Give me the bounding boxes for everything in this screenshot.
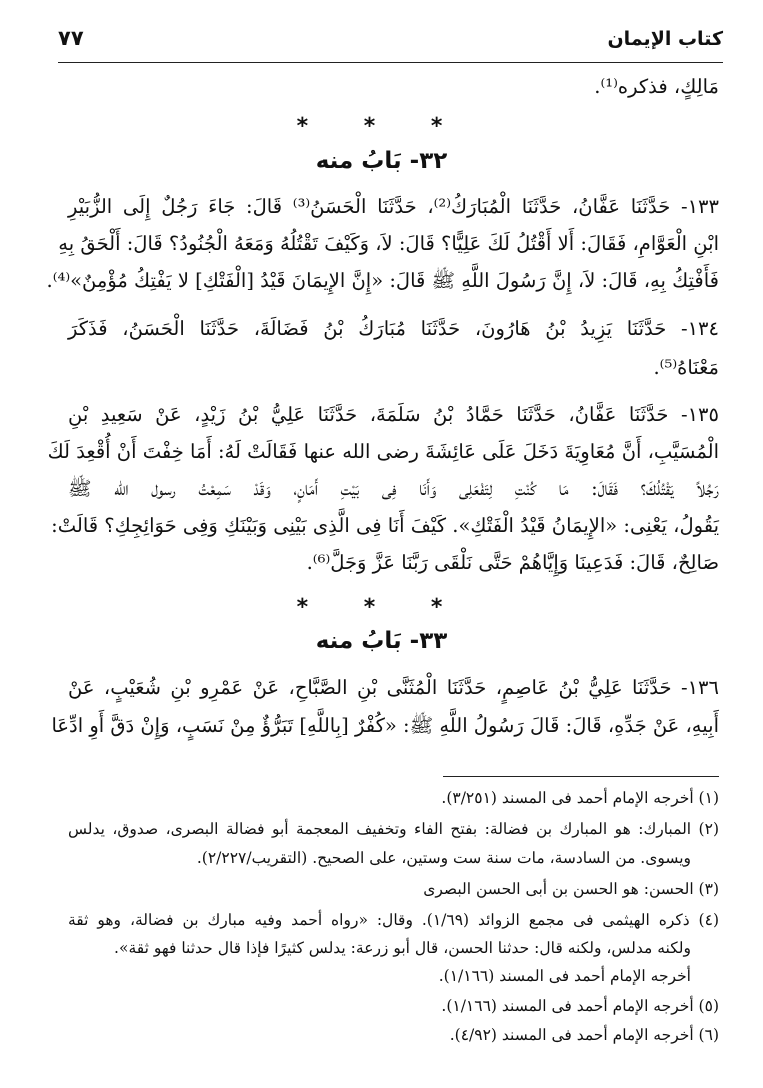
running-header [58, 22, 723, 58]
section-separator: * * * [296, 114, 467, 139]
footnote-4-line-3: أخرجه الإمام أحمد فى المسند (١/١٦٦). [438, 967, 691, 985]
hadith-135-line-3: رَجُلاً يَقْتُلُكَ؟ فَقَالَ: مَا كُنْتِ لِتَفْعَلِى وَأَنَا فِى بَيْتِ أَمَانٍ، وَقَدْ سَمِعْتُ رسول الله ﷺ [68, 477, 719, 500]
footnote-5: (٥) أخرجه الإمام أحمد فى المسند (١/١٦٦). [441, 997, 719, 1015]
footnote-4-line-1: (٤) ذكره الهيثمى فى مجمع الزوائد (١/٦٩). وقال: «رواه أحمد وفيه مبارك بن فضالة، وهو ثقة [68, 911, 719, 929]
footnote-divider [443, 776, 719, 777]
hadith-135-line-4: يَقُولُ، يَعْنِى: «الإِيمَانُ قَيْدُ الْفَتْكِ». كَيْفَ أَنَا فِى الَّذِى بَيْنِى وَبَيْنَكِ وَفِى حَوَائِجِكِ؟ قَالَتْ: [51, 514, 719, 537]
footnote-6: (٦) أخرجه الإمام أحمد فى المسند (٤/٩٢). [449, 1026, 719, 1044]
footnote-2-line-1: (٢) المبارك: هو المبارك بن فضالة: بفتح الفاء وتخفيف المعجمة أبو فضالة البصرى، صدوق، يدلس [68, 820, 719, 838]
chapter-title: كتاب الإيمان [607, 28, 723, 50]
section-heading-32: ٣٢- بَابُ منه [315, 148, 448, 174]
hadith-136-line-2: أَبِيهِ، عَنْ جَدِّهِ، قَالَ: قَالَ رَسُولُ اللَّهِ ﷺ: «كُفْرٌ [بِاللَّهِ] تَبَرُّؤٌ مِنْ نَسَبٍ، وَإِنْ دَقَّ أَوِ ادِّعَا [51, 714, 719, 737]
page-number: ٧٧ [58, 26, 84, 50]
continuation-line: مَالِكٍ، فذكره⁽¹⁾. [594, 75, 719, 98]
footnote-3: (٣) الحسن: هو الحسن بن أبى الحسن البصرى [423, 880, 719, 898]
header-divider [58, 62, 723, 63]
section-heading-33: ٣٣- بَابُ منه [315, 628, 448, 654]
footnote-2-line-2: ويسوى. من السادسة، مات سنة ست وستين، على الصحيح. (التقريب/٢/٢٢٧). [196, 849, 691, 867]
hadith-133-line-2: ابْنِ الْعَوَّامِ، فَقَالَ: أَلا أَقْتُلُ لَكَ عَلِيًّا؟ قَالَ: لاَ، وَكَيْفَ تَقْتُلُهُ وَمَعَهُ الْجُنُودُ؟ قَالَ: أَلْحَقُ بِهِ [58, 232, 719, 255]
hadith-134-line-1: ١٣٤- حَدَّثَنَا يَزِيدُ بْنُ هَارُونَ، حَدَّثَنَا مُبَارَكُ بْنُ فَضَالَةَ، حَدَّثَنَا الْحَسَنُ، فَذَكَرَ [68, 317, 719, 340]
hadith-135-line-2: الْمُسَيَّبِ، أَنَّ مُعَاوِيَةَ دَخَلَ عَلَى عَائِشَةَ رضى الله عنها فَقَالَتْ لَهُ: أَمَا خِفْتَ أَنْ أُقْعِدَ لَكَ [47, 440, 719, 463]
footnote-4-line-2: ولكنه مدلس، ولكنه قال: حدثنا الحسن، قال أبو زرعة: يدلس كثيرًا فإذا قال حدثنا فهو ثقة». [114, 939, 691, 957]
hadith-136-line-1: ١٣٦- حَدَّثَنَا عَلِيُّ بْنُ عَاصِمٍ، حَدَّثَنَا الْمُثَنَّى بْنِ الصَّبَّاحِ، عَنْ عَمْرِو بْنِ شُعَيْبٍ، عَنْ [68, 676, 719, 699]
section-separator-2: * * * [296, 595, 467, 620]
hadith-133-line-1: ١٣٣- حَدَّثَنَا عَفَّانُ، حَدَّثَنَا الْمُبَارَكُ⁽²⁾، حَدَّثَنَا الْحَسَنُ⁽³⁾ قَالَ: جَاءَ رَجُلٌ إِلَى الزُّبَيْرِ [68, 195, 719, 218]
footnote-1: (١) أخرجه الإمام أحمد فى المسند (٣/٢٥١). [441, 789, 719, 807]
hadith-133-line-3: فَأَفْتِكُ بِهِ، قَالَ: لاَ، إِنَّ رَسُولَ اللَّهِ ﷺ قَالَ: «إِنَّ الإِيمَانَ قَيْدُ [الْفَتْكِ] لا يَفْتِكُ مُؤْمِنٌ»⁽⁴⁾. [46, 269, 719, 292]
hadith-135-line-5: صَالِحٌ، قَالَ: فَدَعِينَا وَإِيَّاهُمْ حَتَّى نَلْقَى رَبَّنَا عَزَّ وَجَلَّ⁽⁶⁾. [306, 551, 719, 574]
hadith-134-line-2: مَعْنَاهُ⁽⁵⁾. [653, 356, 719, 379]
hadith-135-line-1: ١٣٥- حَدَّثَنَا عَفَّانُ، حَدَّثَنَا حَمَّادُ بْنُ سَلَمَةَ، حَدَّثَنَا عَلِيُّ بْنُ زَيْدٍ، عَنْ سَعِيدِ بْنِ [68, 403, 719, 426]
